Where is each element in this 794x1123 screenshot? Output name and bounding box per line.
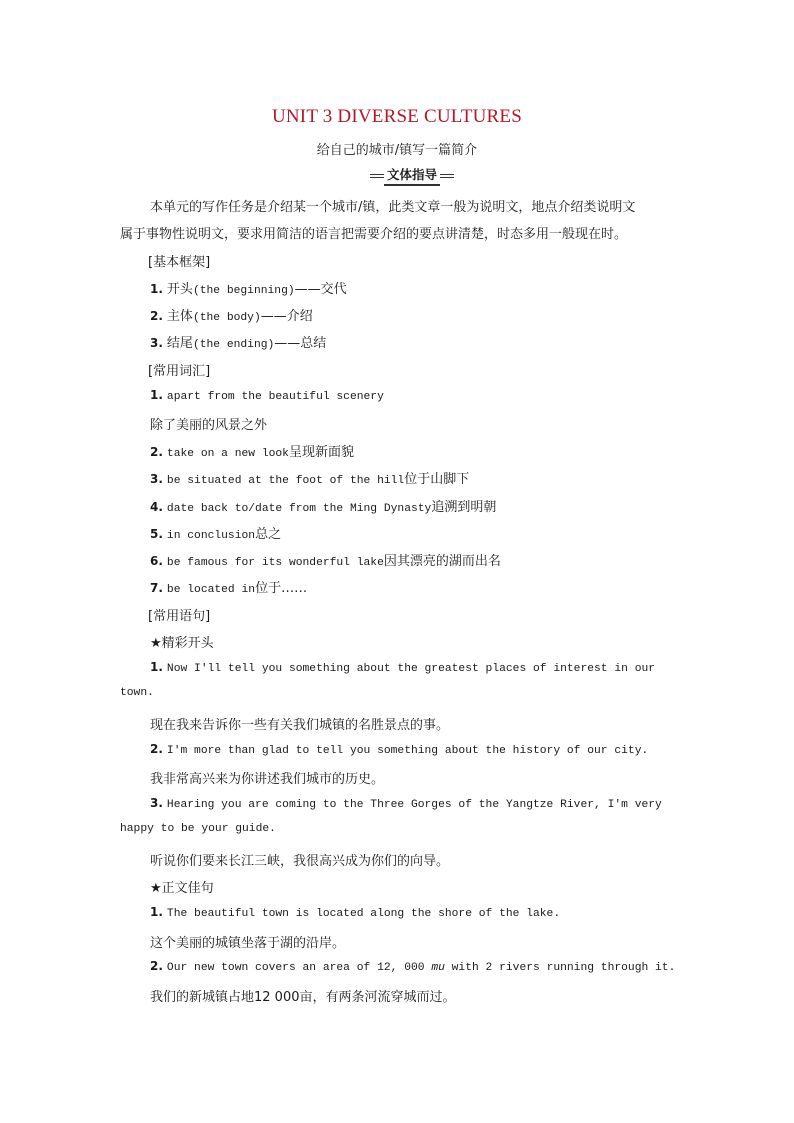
body-sentence: 2. Our new town covers an area of 12, 000 mu with 2 rivers running through it. — [150, 959, 676, 974]
intro-line-1: 本单元的写作任务是介绍某一个城市/镇，此类文章一般为说明文，地点介绍类说明文 — [150, 200, 636, 215]
opening-sentence-cn: 现在我来告诉你一些有关我们城镇的名胜景点的事。 — [150, 718, 450, 733]
opening-sentence-cont: happy to be your guide. — [120, 823, 276, 835]
opening-sentence: 1. Now I'll tell you something about the greatest places of interest in our — [150, 660, 656, 675]
opening-sentence-cn: 我非常高兴来为你讲述我们城市的历史。 — [150, 772, 385, 787]
banner-rule-left — [370, 174, 384, 178]
framework-heading: [基本框架] — [148, 255, 211, 270]
vocab-item: 3. be situated at the foot of the hill位于山脚下 — [150, 472, 470, 487]
opening-sentence-cn: 听说你们要来长江三峡，我很高兴成为你们的向导。 — [150, 854, 450, 869]
framework-item: 1. 开头(the beginning)——交代 — [150, 282, 347, 297]
opening-sentence: 3. Hearing you are coming to the Three Gorges of the Yangtze River, I'm very — [150, 796, 662, 811]
vocab-item: 7. be located in位于…… — [150, 581, 308, 596]
opening-sentence-cont: town. — [120, 687, 154, 699]
vocab-item-cn: 除了美丽的风景之外 — [150, 418, 268, 433]
vocab-item: 4. date back to/date from the Ming Dynasty追溯到明朝 — [150, 500, 497, 515]
unit-subtitle: 给自己的城市/镇写一篇简介 — [316, 143, 478, 158]
banner-text: 文体指导 — [384, 166, 440, 186]
body-sentence-cn: 我们的新城镇占地12 000亩，有两条河流穿城而过。 — [150, 990, 456, 1005]
framework-item: 2. 主体(the body)——介绍 — [150, 309, 313, 324]
body-sentence-cn: 这个美丽的城镇坐落于湖的沿岸。 — [150, 936, 346, 951]
banner-rule-right — [440, 174, 454, 178]
opening-heading: ★精彩开头 — [150, 636, 214, 651]
vocab-item: 5. in conclusion总之 — [150, 527, 282, 542]
vocab-heading: [常用词汇] — [148, 364, 211, 379]
intro-line-2: 属于事物性说明文，要求用简洁的语言把需要介绍的要点讲清楚，时态多用一般现在时。 — [120, 227, 628, 242]
framework-item: 3. 结尾(the ending)——总结 — [150, 336, 327, 351]
vocab-item: 2. take on a new look呈现新面貌 — [150, 445, 354, 460]
vocab-item: 6. be famous for its wonderful lake因其漂亮的湖而出名 — [150, 554, 501, 569]
body-sentence: 1. The beautiful town is located along the shore of the lake. — [150, 905, 561, 920]
body-heading: ★正文佳句 — [150, 881, 214, 896]
sentences-heading: [常用语句] — [148, 609, 211, 624]
vocab-item: 1. apart from the beautiful scenery — [150, 388, 384, 403]
opening-sentence: 2. I'm more than glad to tell you something about the history of our city. — [150, 742, 649, 757]
unit-title: UNIT 3 DIVERSE CULTURES — [271, 106, 523, 127]
section-banner — [370, 165, 454, 187]
